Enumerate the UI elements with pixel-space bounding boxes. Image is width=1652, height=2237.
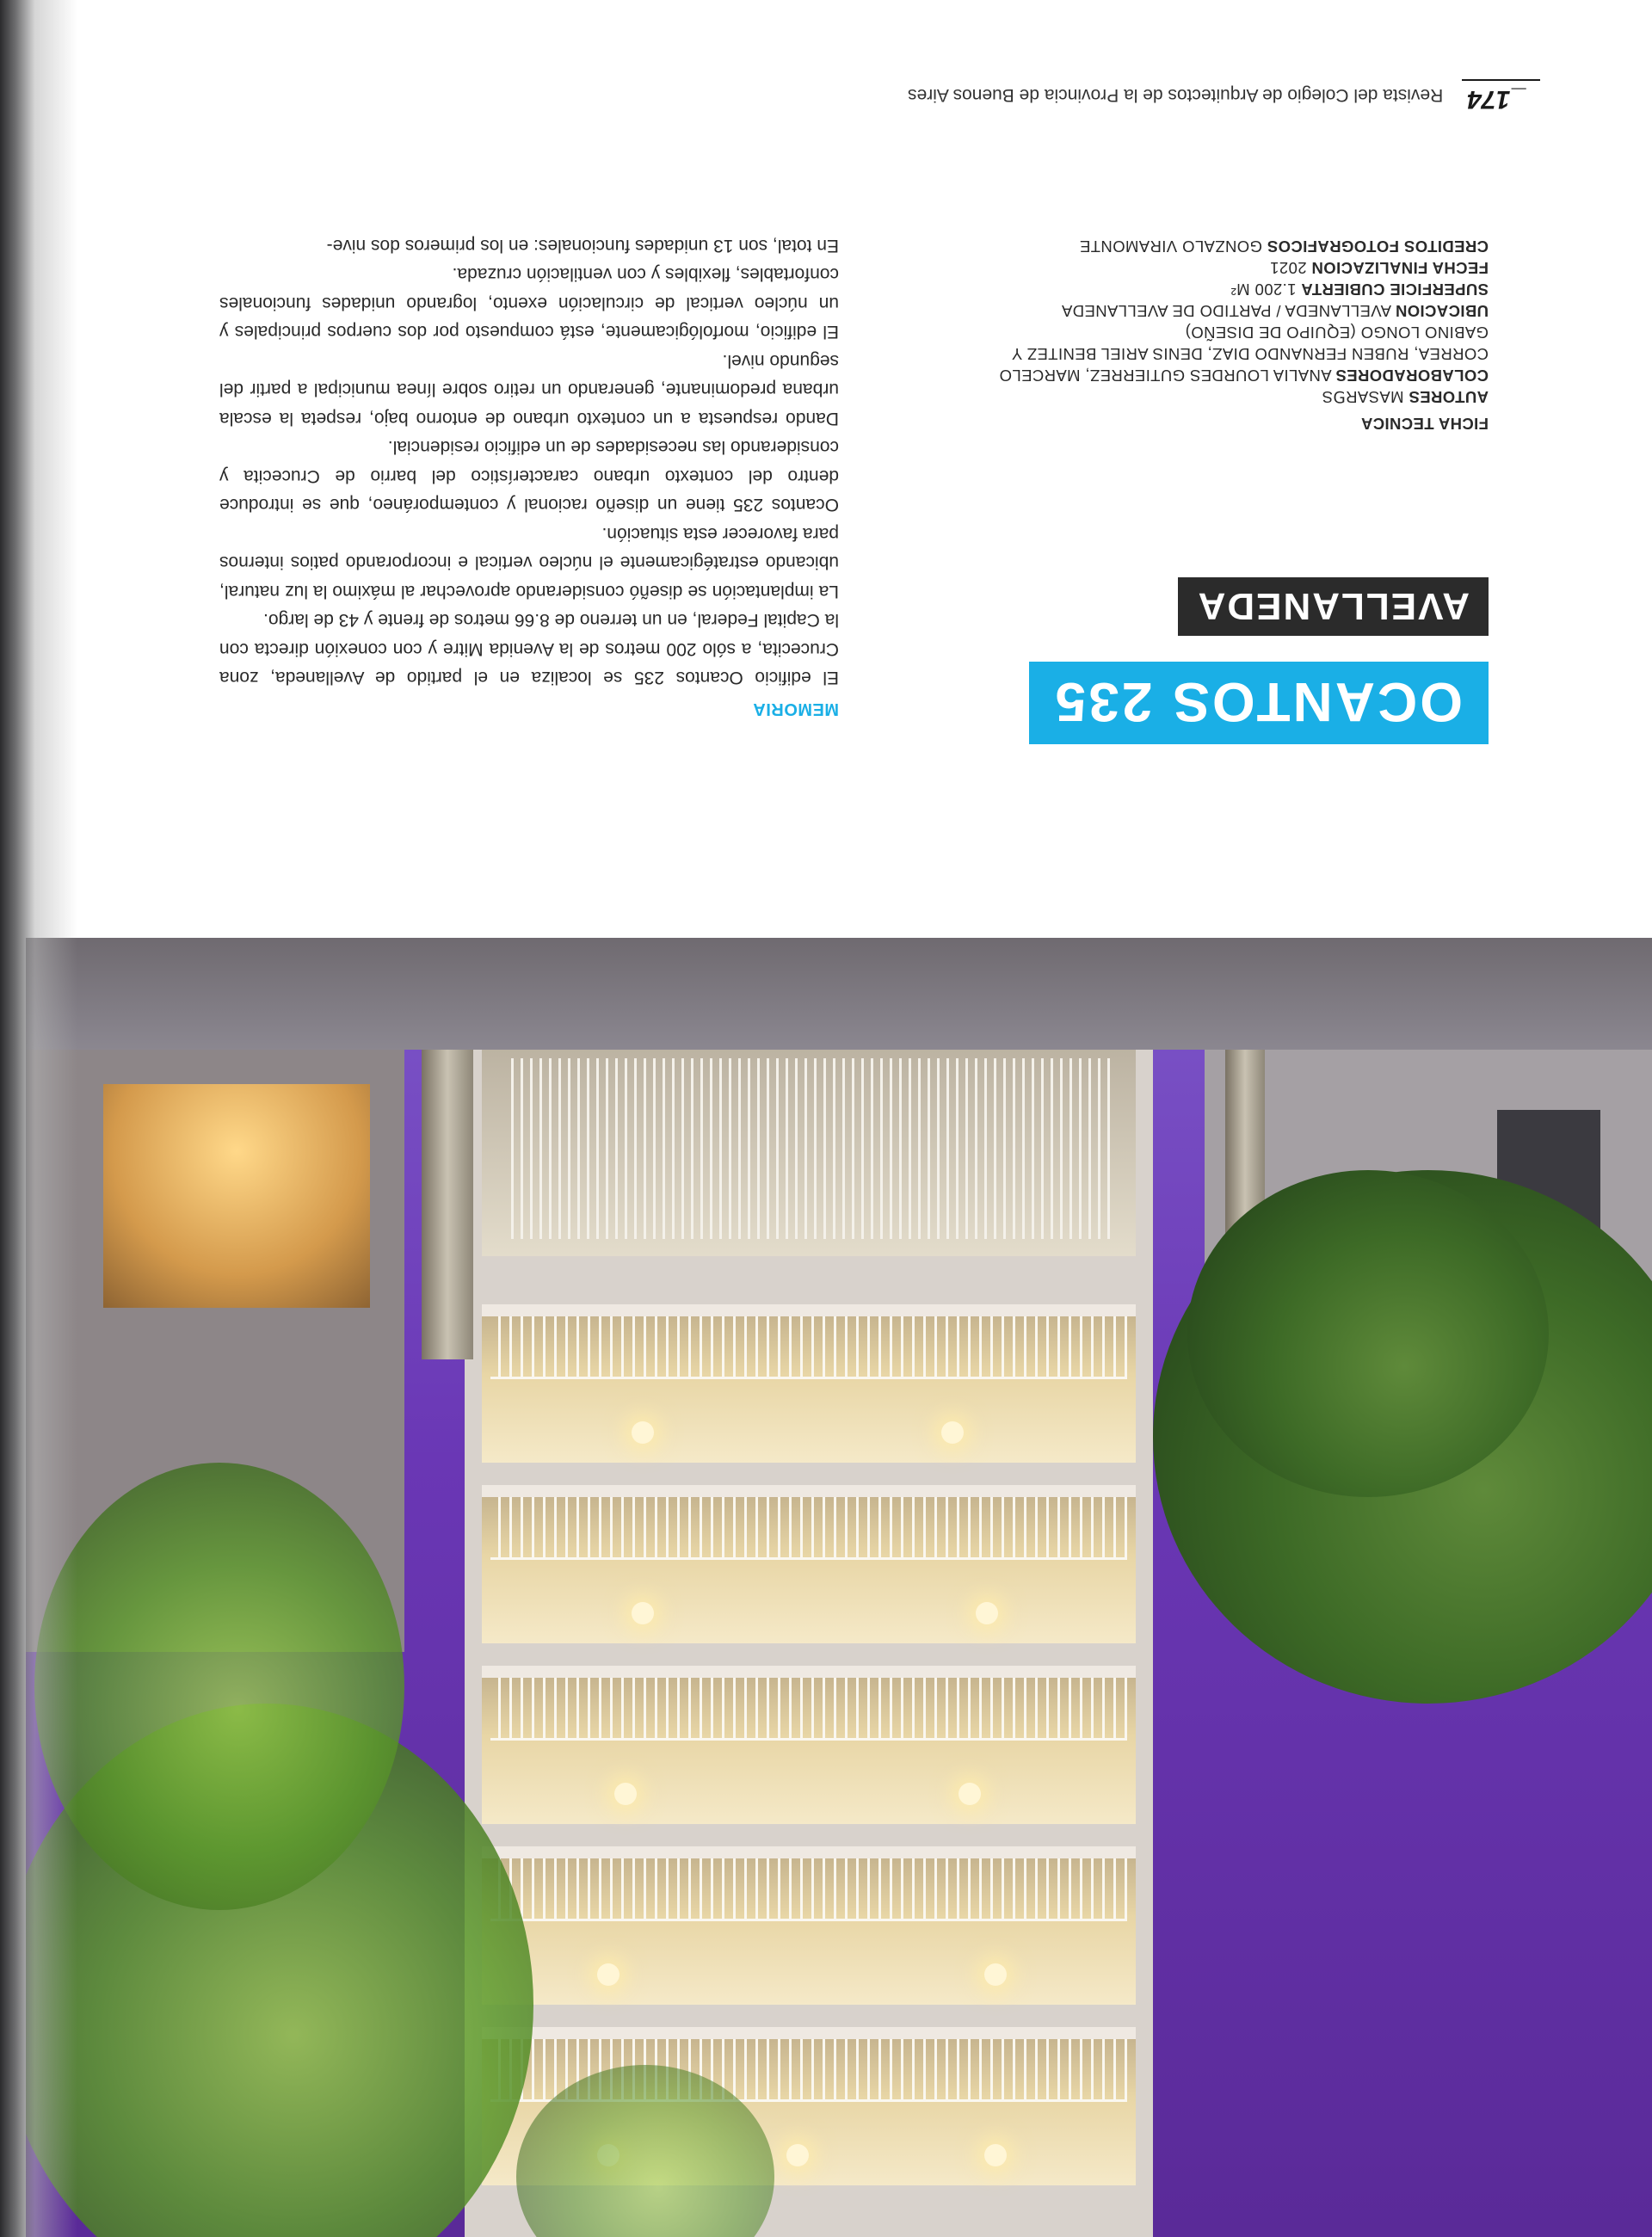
ficha-heading: FICHA TECNICA [1360, 415, 1489, 433]
ficha-tecnica [989, 236, 1489, 434]
balcony-floor [482, 1485, 1136, 1643]
ficha-label: CREDITOS FOTOGRAFICOS [1267, 237, 1489, 256]
running-title: Revista del Colegio de Arquitectos de la Provincia de Buenos Aires [908, 85, 1444, 105]
memoria-paragraph: El edificio, morfológicamente, está compuesto por dos cuerpos principales y un núcleo vertical de circulación exento, logrando unidades funcionales confortables, flexibles y con ventilación cruzada. [219, 264, 839, 342]
article-title: OCANTOS 235 [1029, 662, 1489, 744]
ficha-value: GONZALO VIRAMONTE [1079, 237, 1262, 256]
memoria-heading: MEMORIA [752, 699, 839, 718]
balcony-floor [482, 1666, 1136, 1824]
ocantos-building [465, 1050, 1153, 2237]
memoria-section [219, 231, 839, 724]
tree-trunk [422, 1050, 473, 1359]
ficha-label: FECHA FINALIZACION [1311, 259, 1489, 277]
balcony-floor [482, 1846, 1136, 2005]
tree-foliage [34, 1463, 404, 1910]
ficha-value: AVELLANEDA / PARTIDO DE AVELLANEDA [1061, 302, 1392, 320]
ficha-value: MASAR⅁S [1322, 388, 1404, 406]
article-title-block [1029, 577, 1489, 744]
ficha-label: UBICACION [1395, 302, 1489, 320]
ficha-label: SUPERFICIE CUBIERTA [1301, 280, 1489, 299]
ficha-value: 2021 [1269, 259, 1307, 277]
ficha-row [989, 322, 1489, 386]
ground-floor-entrance [482, 1050, 1136, 1256]
memoria-paragraph: Ocantos 235 tiene un diseño racional y contemporáneo, que se introduce dentro del contexto urbano característico del barrio de Crucecita y considerando las necesidades de un edificio residencial. [219, 437, 839, 515]
article-location: AVELLANEDA [1178, 577, 1489, 636]
ficha-value: ANALIA LOURDES GUTIERREZ, MARCELO CORREA, RUBEN FERNANDO DIAZ, DENIS ARIEL BENITEZ Y GABINO LONGO (EQUIPO DE DISEÑO) [999, 324, 1489, 385]
memoria-paragraph: Dando respuesta a un contexto urbano de entorno bajo, respeta la escala urbana predominante, generando un retiro sobre línea municipal a partir del segundo nivel. [219, 351, 839, 428]
balcony-floor [482, 1304, 1136, 1463]
ficha-row [989, 279, 1489, 300]
sidewalk [26, 938, 1652, 1050]
ficha-label: COLABORADORES [1335, 367, 1489, 385]
ficha-row [989, 257, 1489, 279]
ficha-row [989, 300, 1489, 322]
building-photo [26, 938, 1652, 2237]
ficha-value: 1.200 M² [1230, 280, 1297, 299]
page-header [908, 79, 1540, 114]
memoria-paragraph: La implantación se diseñó considerando aprovechar al máximo la luz natural, ubicando estratégicamente el núcleo vertical e incorporando patios internos para favorecer esta situación. [219, 524, 839, 601]
page-number: _174 [1462, 79, 1540, 114]
ficha-row [989, 236, 1489, 257]
tree-foliage [1187, 1170, 1549, 1497]
binding-gutter [0, 0, 77, 2237]
memoria-paragraph: En total, son 13 unidades funcionales: en los primeros dos nive- [326, 236, 839, 256]
ficha-label: AUTORES [1409, 388, 1489, 406]
ficha-row [989, 386, 1489, 408]
memoria-paragraph: El edificio Ocantos 235 se localiza en el partido de Avellaneda, zona Crucecita, a sólo 200 metros de la Avenida Mitre y con conexión directa con la Capital Federal, en un terreno de 8.66 metros de frente y 43 de largo. [219, 610, 839, 688]
